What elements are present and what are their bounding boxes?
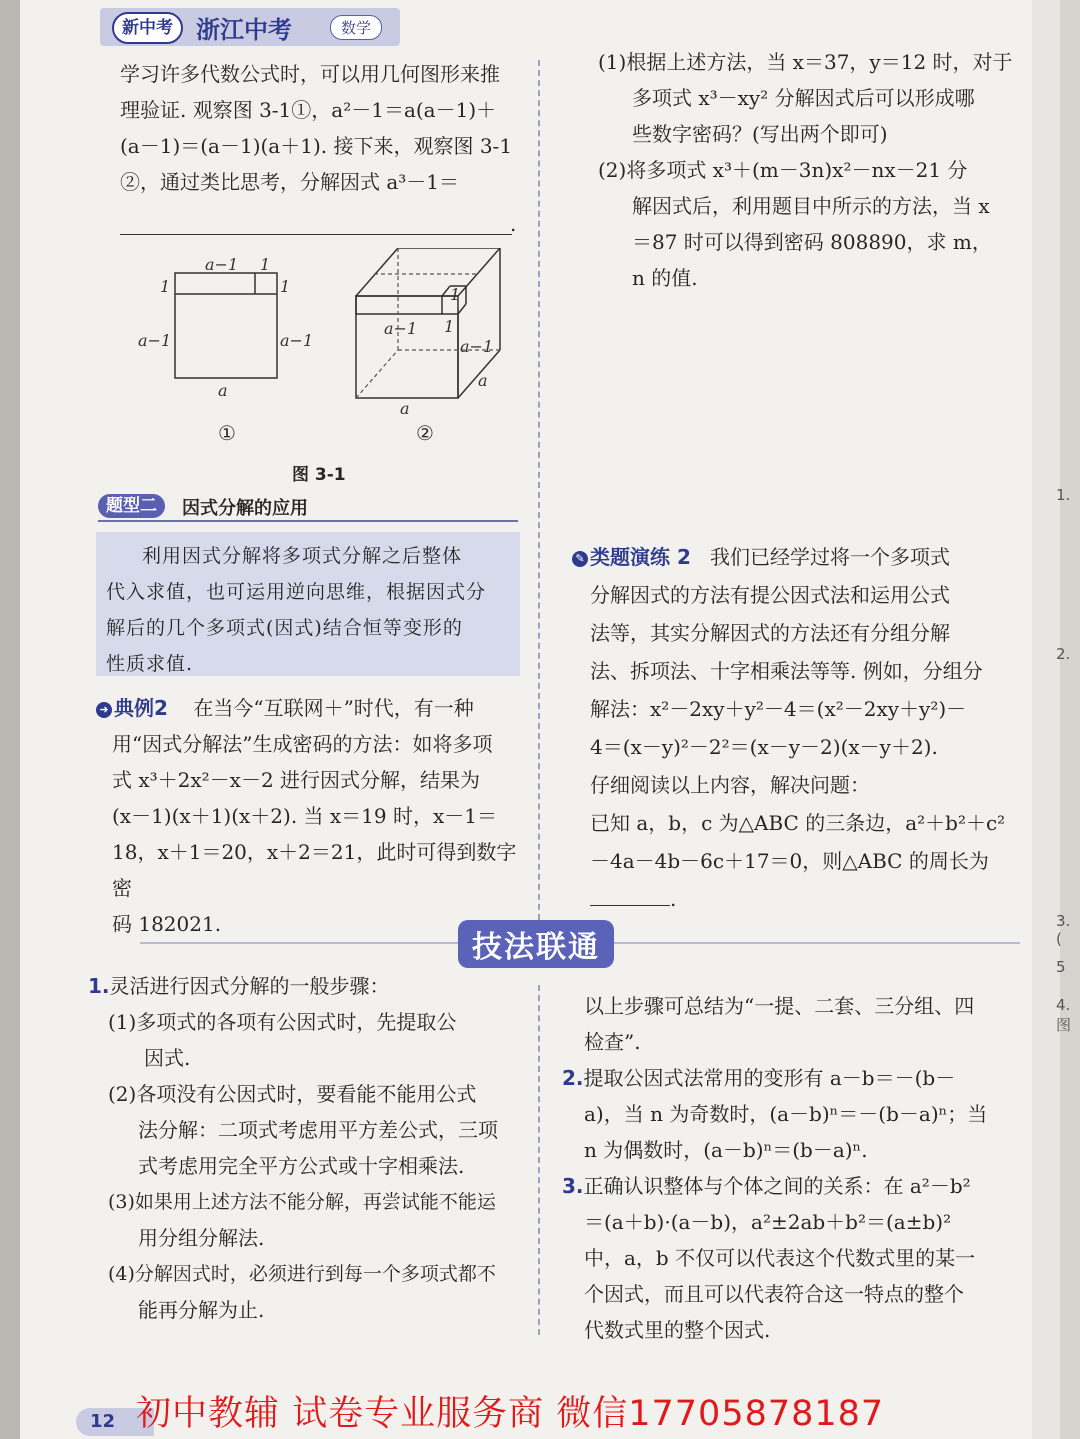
intro-paragraph <box>120 56 520 200</box>
text-line: －4a－4b－6c＋17＝0，则△ABC 的周长为 <box>590 849 989 873</box>
label-1: 1 <box>160 277 171 296</box>
page-binding-shadow <box>0 0 22 1439</box>
label-a-minus-1: a−1 <box>138 331 172 350</box>
label-1: 1 <box>450 285 461 304</box>
text-line: n 为偶数时，(a－b)ⁿ＝(b－a)ⁿ. <box>584 1138 868 1162</box>
text-line: 多项式 x³－xy² 分解因式后可以形成哪 <box>632 86 975 110</box>
answer-blank <box>120 234 512 235</box>
section-title: 因式分解的应用 <box>182 498 308 519</box>
item-number: 3. <box>562 1174 584 1198</box>
series-title: 浙江中考 <box>196 16 292 44</box>
figure-1-mark: ① <box>218 421 236 445</box>
label-a-minus-1: a−1 <box>205 255 239 274</box>
text-line: 式考虑用完全平方公式或十字相乘法. <box>138 1154 465 1178</box>
text-line: 理验证. 观察图 3-1①，a²－1＝a(a－1)＋ <box>120 98 497 122</box>
text-line: 我们已经学过将一个多项式 <box>709 545 950 569</box>
text-line: 因式. <box>144 1046 191 1070</box>
text-line: 18，x＋1＝20，x＋2＝21，此时可得到数字密 <box>112 840 517 900</box>
banner-title: 技法联通 <box>458 920 614 968</box>
text-line: 代数式里的整个因式. <box>584 1318 771 1342</box>
text-line: ＝87 时可以得到密码 808890，求 m， <box>632 230 992 254</box>
example-2-questions <box>598 44 1028 296</box>
side-margin-text: 2. <box>1056 645 1071 663</box>
item-number: 2. <box>562 1066 584 1090</box>
text-line: ＝(a＋b)·(a－b)，a²±2ab＋b²＝(a±b)² <box>584 1210 952 1234</box>
figure-diagram <box>120 248 520 458</box>
brand-badge: 新中考 <box>112 12 183 44</box>
figure-1-square <box>175 273 277 378</box>
column-divider <box>538 60 540 930</box>
text-line: (x－1)(x＋1)(x＋2). 当 x＝19 时，x－1＝ <box>112 804 497 828</box>
tip-text <box>106 538 510 682</box>
blank-period: . <box>510 212 517 236</box>
text-line: 解后的几个多项式(因式)结合恒等变形的 <box>106 617 463 639</box>
text-line: (1)根据上述方法，当 x＝37，y＝12 时，对于 <box>598 50 1013 74</box>
text-line: 能再分解为止. <box>138 1298 265 1322</box>
text-line: 解法：x²－2xy＋y²－4＝(x²－2xy＋y²)－ <box>590 697 967 721</box>
side-margin-text: 3.( <box>1056 912 1071 948</box>
text-line: ②，通过类比思考，分解因式 a³－1＝ <box>120 170 460 194</box>
text-line: 解因式后，利用题目中所示的方法，当 x <box>632 194 990 218</box>
text-line: 利用因式分解将多项式分解之后整体 <box>142 545 463 567</box>
text-line: 用“因式分解法”生成密码的方法：如将多项 <box>112 732 493 756</box>
text-line: 学习许多代数公式时，可以用几何图形来推 <box>120 62 500 86</box>
tips-left <box>88 968 528 1328</box>
method-tip-box <box>96 532 520 676</box>
text-line: 法分解：二项式考虑用平方差公式，三项 <box>138 1118 498 1142</box>
side-margin-text: 4.图 <box>1056 996 1072 1034</box>
text-line: 提取公因式法常用的变形有 a－b＝－(b－ <box>583 1066 956 1090</box>
text-line: 法等，其实分解因式的方法还有分组分解 <box>590 621 950 645</box>
label-a-minus-1: a−1 <box>384 319 418 338</box>
next-page-edge <box>1032 0 1060 1439</box>
figure-2-mark: ② <box>416 421 434 445</box>
text-line: (4)分解因式时，必须进行到每一个多项式都不 <box>108 1263 496 1285</box>
text-line: 个因式，而且可以代表符合这一特点的整个 <box>584 1282 964 1306</box>
text-line: n 的值. <box>632 266 698 290</box>
label-a-minus-1: a−1 <box>280 331 314 350</box>
label-a: a <box>218 381 228 400</box>
pencil-icon: ✎ <box>572 551 588 567</box>
tips-right <box>562 988 1012 1348</box>
text-line: 法、拆项法、十字相乘法等等. 例如，分组分 <box>590 659 983 683</box>
practice-2 <box>572 538 1022 918</box>
label-a: a <box>400 399 410 418</box>
text-line: 性质求值. <box>106 653 194 675</box>
blank-period: . <box>670 887 677 911</box>
text-line: 以上步骤可总结为“一提、二套、三分组、四 <box>584 994 975 1018</box>
text-line: 仔细阅读以上内容，解决问题： <box>590 773 870 797</box>
text-line: (3)如果用上述方法不能分解，再尝试能不能运 <box>108 1191 496 1213</box>
text-line: (2)将多项式 x³＋(m－3n)x²－nx－21 分 <box>598 158 968 182</box>
label-1: 1 <box>444 317 455 336</box>
text-line: 灵活进行因式分解的一般步骤： <box>109 974 390 998</box>
text-line: 用分组分解法. <box>138 1226 265 1250</box>
page-number: 12 <box>76 1408 154 1436</box>
figure-3-1 <box>120 248 520 462</box>
label-1: 1 <box>260 255 271 274</box>
text-line: 分解因式的方法有提公因式法和运用公式 <box>590 583 950 607</box>
label-a-minus-1: a−1 <box>460 337 494 356</box>
figure-caption: 图 3-1 <box>292 465 346 485</box>
label-a: a <box>478 371 488 390</box>
text-line: 4＝(x－y)²－2²＝(x－y－2)(x－y＋2). <box>590 735 938 759</box>
text-line: 检查”. <box>584 1030 641 1054</box>
practice-label: 类题演练 2 <box>590 545 691 569</box>
column-divider <box>538 985 540 1335</box>
text-line: (2)各项没有公因式时，要看能不能用公式 <box>108 1082 477 1106</box>
text-line: (1)多项式的各项有公因式时，先提取公 <box>108 1010 457 1034</box>
text-line: 代入求值，也可运用逆向思维，根据因式分 <box>106 581 487 603</box>
item-number: 1. <box>88 974 110 998</box>
subject-tag: 数学 <box>330 15 382 40</box>
text-line: 中，a，b 不仅可以代表这个代数式里的某一 <box>584 1246 976 1270</box>
skills-banner <box>140 920 1020 964</box>
answer-blank <box>590 905 670 906</box>
text-line: 已知 a，b，c 为△ABC 的三条边，a²＋b²＋c² <box>590 811 1006 835</box>
arrow-icon: ➜ <box>96 702 112 718</box>
watermark-ad: 初中教辅 试卷专业服务商 微信17705878187 <box>136 1394 885 1434</box>
example-label: 典例2 <box>114 696 168 720</box>
text-line: 些数字密码？(写出两个即可) <box>632 122 888 146</box>
side-margin-text: 1. <box>1056 486 1071 504</box>
label-1: 1 <box>280 277 291 296</box>
example-2 <box>96 690 520 942</box>
side-margin-text: 5 <box>1056 958 1066 976</box>
text-line: a)，当 n 为奇数时，(a－b)ⁿ＝－(b－a)ⁿ；当 <box>584 1102 988 1126</box>
text-line: 正确认识整体与个体之间的关系：在 a²－b² <box>583 1174 971 1198</box>
text-line: 式 x³＋2x²－x－2 进行因式分解，结果为 <box>112 768 481 792</box>
section-tag: 题型二 <box>98 494 165 518</box>
text-line: 在当今“互联网＋”时代，有一种 <box>193 696 474 720</box>
text-line: (a－1)＝(a－1)(a＋1). 接下来，观察图 3-1 <box>120 134 513 158</box>
text-line: 码 182021. <box>112 912 222 936</box>
